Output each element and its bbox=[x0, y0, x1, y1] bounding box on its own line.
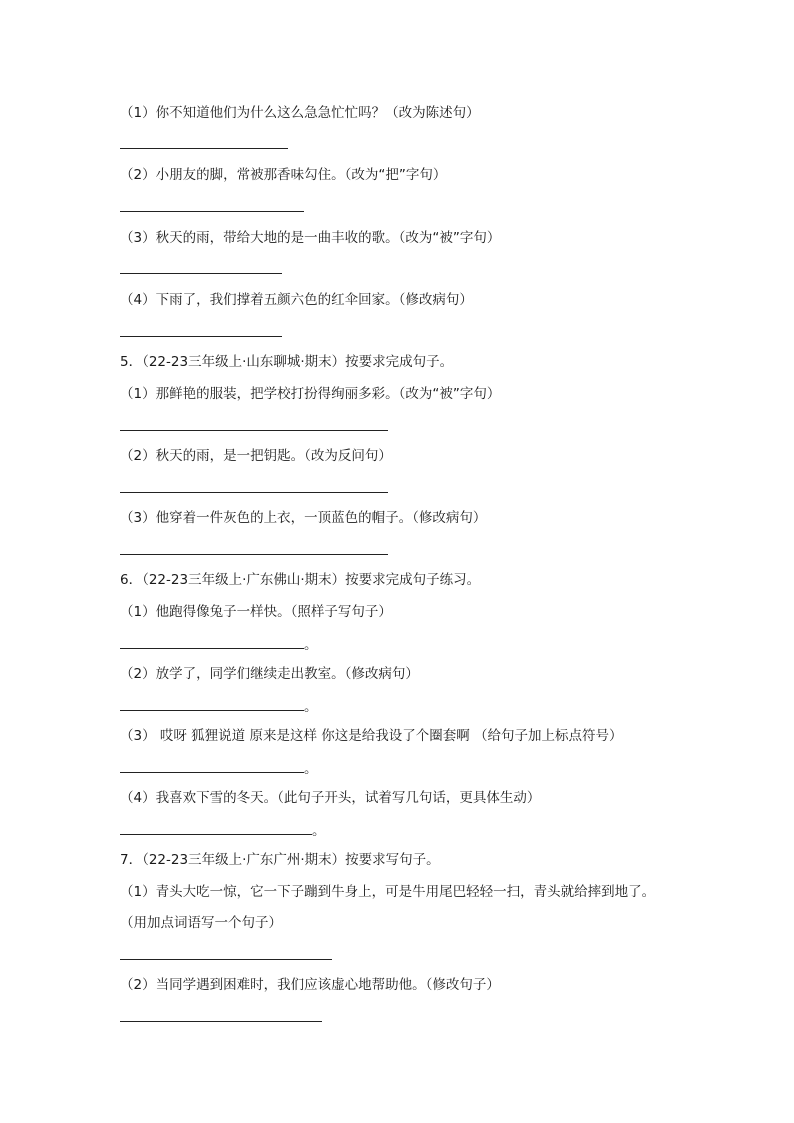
answer-blank[interactable] bbox=[120, 273, 282, 274]
question-item: （1）他跑得像兔子一样快。（照样子写句子） bbox=[120, 604, 392, 620]
question-item: （4）我喜欢下雪的冬天。（此句子开头，试着写几句话，更具体生动） bbox=[120, 790, 541, 806]
answer-blank[interactable] bbox=[120, 834, 312, 835]
answer-blank[interactable] bbox=[120, 648, 304, 649]
answer-blank[interactable] bbox=[120, 554, 388, 555]
answer-blank[interactable] bbox=[120, 336, 282, 337]
answer-blank[interactable] bbox=[120, 211, 304, 212]
answer-blank[interactable] bbox=[120, 430, 388, 431]
answer-blank[interactable] bbox=[120, 492, 388, 493]
period-mark: 。 bbox=[304, 637, 318, 653]
question-item: （3） 哎呀 狐狸说道 原来是这样 你这是给我设了个圈套啊 （给句子加上标点符号） bbox=[120, 728, 623, 744]
question-item: （2）放学了，同学们继续走出教室。（修改病句） bbox=[120, 666, 419, 682]
question-heading: 5．（22-23三年级上·山东聊城·期末）按要求完成句子。 bbox=[120, 354, 454, 370]
question-item: （2）小朋友的脚，常被那香味勾住。（改为“把”字句） bbox=[120, 167, 447, 183]
period-mark: 。 bbox=[312, 823, 326, 839]
answer-blank[interactable] bbox=[120, 1021, 322, 1022]
question-item: （用加点词语写一个句子） bbox=[120, 915, 282, 931]
question-item: （1）你不知道他们为什么这么急急忙忙吗？（改为陈述句） bbox=[120, 105, 480, 121]
answer-blank[interactable] bbox=[120, 959, 332, 960]
question-item: （1）青头大吃一惊，它一下子蹦到牛身上，可是牛用尾巴轻轻一扫，青头就给摔到地了。 bbox=[120, 884, 656, 900]
question-item: （2）秋天的雨，是一把钥匙。（改为反问句） bbox=[120, 448, 392, 464]
question-item: （3）他穿着一件灰色的上衣，一顶蓝色的帽子。（修改病句） bbox=[120, 510, 487, 526]
period-mark: 。 bbox=[304, 761, 318, 777]
answer-blank[interactable] bbox=[120, 772, 304, 773]
question-item: （2）当同学遇到困难时，我们应该虚心地帮助他。（修改句子） bbox=[120, 977, 500, 993]
period-mark: 。 bbox=[304, 699, 318, 715]
question-item: （3）秋天的雨，带给大地的是一曲丰收的歌。（改为“被”字句） bbox=[120, 230, 501, 246]
question-heading: 6．（22-23三年级上·广东佛山·期末）按要求完成句子练习。 bbox=[120, 572, 481, 588]
question-item: （1）那鲜艳的服装，把学校打扮得绚丽多彩。（改为“被”字句） bbox=[120, 386, 501, 402]
question-item: （4）下雨了，我们撑着五颜六色的红伞回家。（修改病句） bbox=[120, 292, 473, 308]
answer-blank[interactable] bbox=[120, 148, 288, 149]
answer-blank[interactable] bbox=[120, 710, 304, 711]
question-heading: 7．（22-23三年级上·广东广州·期末）按要求写句子。 bbox=[120, 852, 440, 868]
